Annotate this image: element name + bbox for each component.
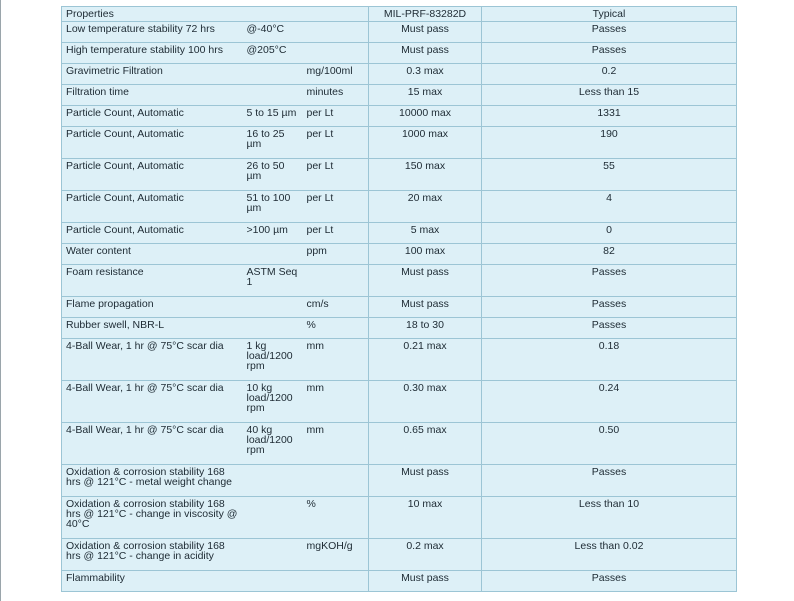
table-row <box>62 244 737 265</box>
cell-spec: Must pass <box>369 22 482 43</box>
cell-unit: per Lt <box>303 106 369 127</box>
table-row <box>62 43 737 64</box>
table-row <box>62 423 737 465</box>
header-condition <box>243 7 303 22</box>
cell-property: Low temperature stability 72 hrs <box>62 22 243 43</box>
cell-condition <box>243 64 303 85</box>
cell-spec: 0.2 max <box>369 539 482 571</box>
cell-property: Filtration time <box>62 85 243 106</box>
cell-typical: Passes <box>482 571 737 592</box>
cell-unit <box>303 465 369 497</box>
cell-spec: 0.65 max <box>369 423 482 465</box>
cell-typical: 190 <box>482 127 737 159</box>
cell-typical: Passes <box>482 465 737 497</box>
cell-condition: 1 kg load/1200 rpm <box>243 339 303 381</box>
table-row <box>62 318 737 339</box>
cell-spec: 0.21 max <box>369 339 482 381</box>
cell-condition: @-40°C <box>243 22 303 43</box>
cell-typical: Less than 15 <box>482 85 737 106</box>
table-row <box>62 223 737 244</box>
cell-typical: 4 <box>482 191 737 223</box>
cell-typical: 55 <box>482 159 737 191</box>
header-spec: MIL-PRF-83282D <box>369 7 482 22</box>
cell-spec: 18 to 30 <box>369 318 482 339</box>
cell-property: Particle Count, Automatic <box>62 106 243 127</box>
cell-typical: 82 <box>482 244 737 265</box>
cell-unit: minutes <box>303 85 369 106</box>
cell-condition <box>243 465 303 497</box>
cell-condition: 10 kg load/1200 rpm <box>243 381 303 423</box>
cell-unit: ppm <box>303 244 369 265</box>
cell-property: High temperature stability 100 hrs <box>62 43 243 64</box>
cell-spec: Must pass <box>369 265 482 297</box>
table-row <box>62 571 737 592</box>
cell-typical: Passes <box>482 297 737 318</box>
cell-condition: ASTM Seq 1 <box>243 265 303 297</box>
cell-unit: mg/100ml <box>303 64 369 85</box>
cell-unit: per Lt <box>303 223 369 244</box>
cell-spec: 0.3 max <box>369 64 482 85</box>
table-row <box>62 265 737 297</box>
cell-typical: 0.18 <box>482 339 737 381</box>
specification-table <box>61 6 737 592</box>
cell-condition <box>243 318 303 339</box>
cell-spec: 10 max <box>369 497 482 539</box>
cell-typical: Passes <box>482 43 737 64</box>
cell-condition: 16 to 25 µm <box>243 127 303 159</box>
cell-condition: 5 to 15 µm <box>243 106 303 127</box>
table-row <box>62 191 737 223</box>
cell-condition <box>243 244 303 265</box>
cell-spec: 5 max <box>369 223 482 244</box>
cell-spec: 15 max <box>369 85 482 106</box>
cell-unit: per Lt <box>303 127 369 159</box>
table-row <box>62 381 737 423</box>
cell-spec: 1000 max <box>369 127 482 159</box>
cell-condition: >100 µm <box>243 223 303 244</box>
cell-condition <box>243 85 303 106</box>
cell-unit: % <box>303 497 369 539</box>
cell-property: 4-Ball Wear, 1 hr @ 75°C scar dia <box>62 381 243 423</box>
cell-property: Water content <box>62 244 243 265</box>
cell-unit: % <box>303 318 369 339</box>
cell-spec: Must pass <box>369 43 482 64</box>
cell-spec: Must pass <box>369 465 482 497</box>
cell-typical: 0.50 <box>482 423 737 465</box>
cell-typical: 0.24 <box>482 381 737 423</box>
table-row <box>62 497 737 539</box>
cell-condition: 40 kg load/1200 rpm <box>243 423 303 465</box>
cell-spec: 10000 max <box>369 106 482 127</box>
cell-property: Gravimetric Filtration <box>62 64 243 85</box>
cell-property: Particle Count, Automatic <box>62 223 243 244</box>
cell-unit <box>303 43 369 64</box>
cell-unit <box>303 22 369 43</box>
cell-unit: mgKOH/g <box>303 539 369 571</box>
table-row <box>62 539 737 571</box>
header-typical: Typical <box>482 7 737 22</box>
table-row <box>62 465 737 497</box>
table-row <box>62 64 737 85</box>
table-row <box>62 159 737 191</box>
cell-property: 4-Ball Wear, 1 hr @ 75°C scar dia <box>62 339 243 381</box>
cell-property: Oxidation & corrosion stability 168 hrs @ 121°C - metal weight change <box>62 465 243 497</box>
cell-property: Flame propagation <box>62 297 243 318</box>
cell-unit: mm <box>303 423 369 465</box>
cell-property: Oxidation & corrosion stability 168 hrs @ 121°C - change in acidity <box>62 539 243 571</box>
cell-spec: 150 max <box>369 159 482 191</box>
table-row <box>62 106 737 127</box>
cell-property: Particle Count, Automatic <box>62 191 243 223</box>
cell-property: 4-Ball Wear, 1 hr @ 75°C scar dia <box>62 423 243 465</box>
cell-typical: Passes <box>482 22 737 43</box>
cell-condition: 51 to 100 µm <box>243 191 303 223</box>
cell-condition <box>243 571 303 592</box>
cell-typical: Passes <box>482 265 737 297</box>
cell-condition <box>243 539 303 571</box>
cell-property: Particle Count, Automatic <box>62 127 243 159</box>
cell-typical: Passes <box>482 318 737 339</box>
cell-property: Rubber swell, NBR-L <box>62 318 243 339</box>
cell-property: Particle Count, Automatic <box>62 159 243 191</box>
table-row <box>62 22 737 43</box>
cell-typical: 0 <box>482 223 737 244</box>
cell-typical: Less than 0.02 <box>482 539 737 571</box>
table-header-row <box>62 7 737 22</box>
table-row <box>62 127 737 159</box>
cell-unit: per Lt <box>303 191 369 223</box>
cell-spec: Must pass <box>369 571 482 592</box>
cell-spec: 100 max <box>369 244 482 265</box>
cell-unit <box>303 571 369 592</box>
table-row <box>62 297 737 318</box>
cell-typical: Less than 10 <box>482 497 737 539</box>
cell-spec: 20 max <box>369 191 482 223</box>
cell-unit: mm <box>303 339 369 381</box>
cell-condition: @205°C <box>243 43 303 64</box>
cell-unit: per Lt <box>303 159 369 191</box>
cell-unit: mm <box>303 381 369 423</box>
cell-property: Foam resistance <box>62 265 243 297</box>
cell-unit: cm/s <box>303 297 369 318</box>
cell-spec: Must pass <box>369 297 482 318</box>
table-row <box>62 339 737 381</box>
cell-spec: 0.30 max <box>369 381 482 423</box>
cell-property: Oxidation & corrosion stability 168 hrs @ 121°C - change in viscosity @ 40°C <box>62 497 243 539</box>
cell-condition <box>243 297 303 318</box>
cell-unit <box>303 265 369 297</box>
page-left-border <box>0 0 1 601</box>
cell-typical: 0.2 <box>482 64 737 85</box>
cell-condition: 26 to 50 µm <box>243 159 303 191</box>
cell-typical: 1331 <box>482 106 737 127</box>
table-row <box>62 85 737 106</box>
cell-property: Flammability <box>62 571 243 592</box>
cell-condition <box>243 497 303 539</box>
header-properties: Properties <box>62 7 243 22</box>
header-unit <box>303 7 369 22</box>
